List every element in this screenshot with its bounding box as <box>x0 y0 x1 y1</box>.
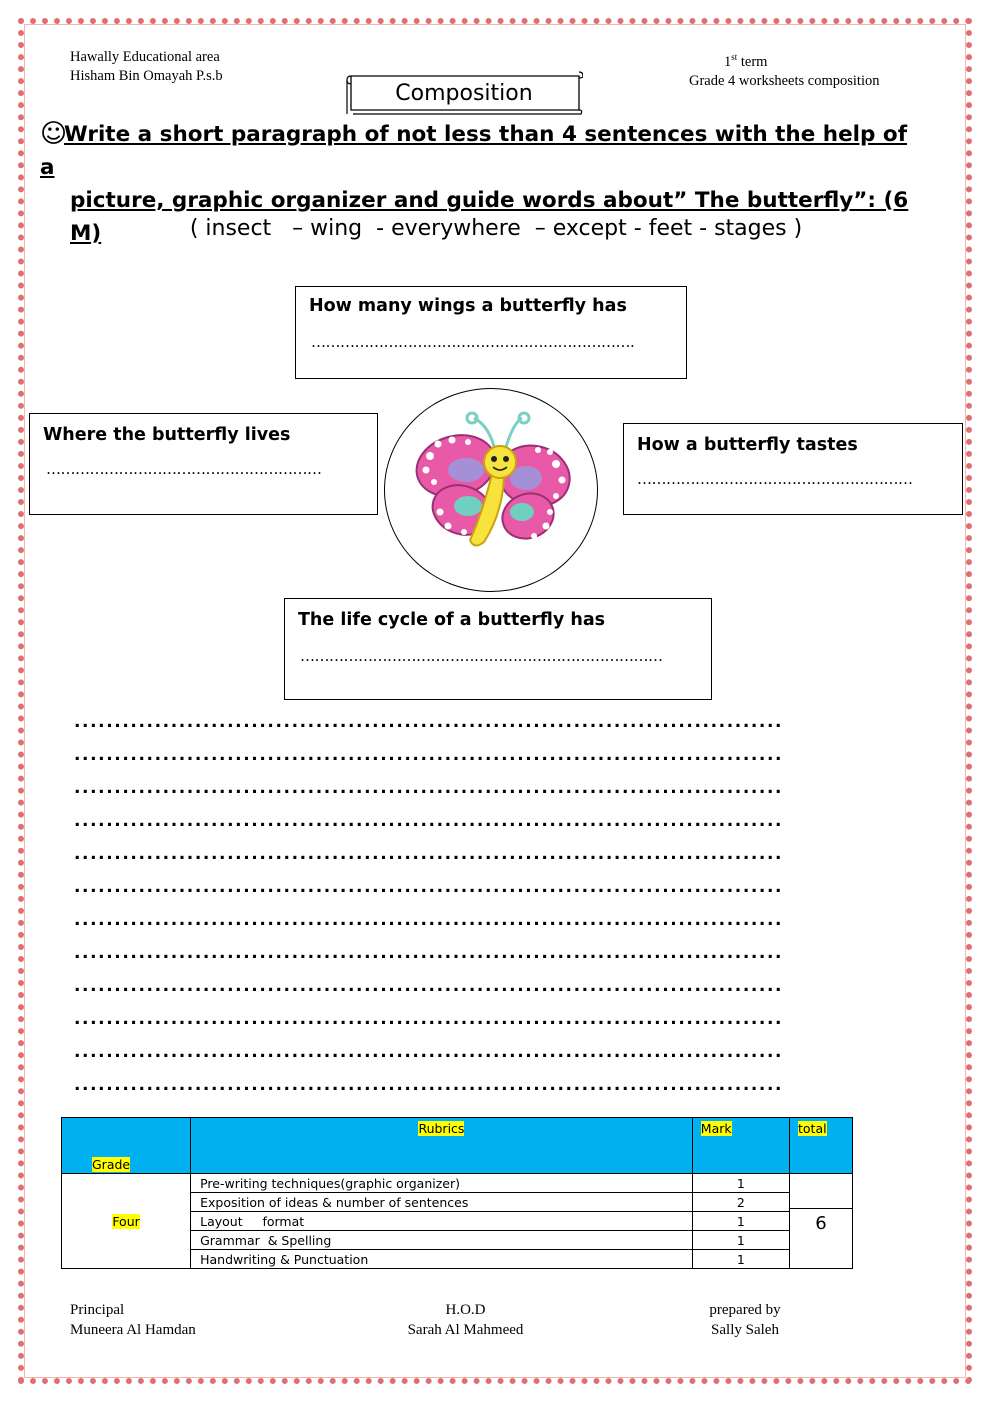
school-info <box>70 48 223 86</box>
butterfly-icon <box>404 404 576 556</box>
rubrics-header-cell <box>191 1118 693 1174</box>
writing-line[interactable]: ........................................................................................ <box>74 1009 784 1029</box>
instruction-line-1: Write a short paragraph of not less than 4 sentences with the help of a <box>40 122 908 180</box>
organizer-bottom-title: The life cycle of a butterfly has <box>298 610 606 630</box>
smiley-icon: ☺ <box>40 119 68 149</box>
writing-line[interactable]: ........................................................................................ <box>74 976 784 996</box>
table-row <box>62 1174 853 1193</box>
writing-line[interactable]: ........................................................................................ <box>74 844 784 864</box>
term-info <box>689 48 929 91</box>
total-cell <box>790 1174 853 1269</box>
term-line: 1st term <box>724 52 768 70</box>
mark-header-cell <box>692 1118 789 1174</box>
organizer-box-bottom <box>284 598 712 700</box>
writing-line[interactable]: ........................................................................................ <box>74 877 784 897</box>
organizer-right-title: How a butterfly tastes <box>637 435 858 455</box>
instruction-line-2: picture, graphic organizer and guide words about” The butterfly”: (6 M) <box>70 188 909 246</box>
rubric-mark: 1 <box>692 1231 789 1250</box>
writing-line[interactable]: ........................................................................................ <box>74 1075 784 1095</box>
organizer-left-answer-line[interactable]: ………………………………………………… <box>46 460 322 478</box>
rubric-mark: 1 <box>692 1250 789 1269</box>
rubric-mark: 2 <box>692 1193 789 1212</box>
total-header: total <box>798 1121 827 1136</box>
rubrics-header: Rubrics <box>418 1121 465 1136</box>
school-name: Hisham Bin Omayah P.s.b <box>70 68 223 84</box>
writing-line[interactable]: ........................................................................................ <box>74 778 784 798</box>
grade-header: Grade <box>92 1157 131 1172</box>
footer-principal <box>70 1300 196 1340</box>
organizer-box-top <box>295 286 687 379</box>
rubric-mark: 1 <box>692 1212 789 1231</box>
hod-name: Sarah Al Mahmeed <box>407 1322 524 1338</box>
rubric-mark: 1 <box>692 1174 789 1193</box>
education-area: Hawally Educational area <box>70 49 220 65</box>
rubric-label: Exposition of ideas & number of sentences <box>191 1193 693 1212</box>
total-header-cell <box>790 1118 853 1174</box>
organizer-left-title: Where the butterfly lives <box>43 425 291 445</box>
footer-hod <box>398 1300 533 1340</box>
organizer-top-answer-line[interactable]: …………………………………………………………. <box>311 333 635 351</box>
writing-line[interactable]: ........................................................................................ <box>74 811 784 831</box>
organizer-top-title: How many wings a butterfly has <box>309 296 627 316</box>
principal-name: Muneera Al Hamdan <box>70 1322 196 1338</box>
mark-header: Mark <box>700 1121 732 1136</box>
writing-line[interactable]: ........................................................................................ <box>74 712 784 732</box>
rubric-label: Handwriting & Punctuation <box>191 1250 693 1269</box>
rubric-label: Pre-writing techniques(graphic organizer) <box>191 1174 693 1193</box>
hod-label: H.O.D <box>445 1302 486 1318</box>
organizer-box-right <box>623 423 963 515</box>
writing-line[interactable]: ........................................................................................ <box>74 910 784 930</box>
principal-label: Principal <box>70 1302 125 1318</box>
grade-worksheet: Grade 4 worksheets composition <box>689 72 880 89</box>
organizer-right-answer-line[interactable]: ………………………………………………… <box>637 470 913 488</box>
rubric-label: Layout format <box>191 1212 693 1231</box>
organizer-box-left <box>29 413 378 515</box>
footer-prepared <box>700 1300 790 1340</box>
grade-header-cell <box>62 1118 191 1174</box>
grade-cell <box>62 1174 191 1269</box>
prepared-label: prepared by <box>709 1302 781 1318</box>
grade-value: Four <box>112 1213 140 1229</box>
rubric-table <box>61 1117 853 1269</box>
total-value: 6 <box>790 1208 852 1234</box>
page-title: Composition <box>395 81 533 106</box>
rubric-label: Grammar & Spelling <box>191 1231 693 1250</box>
guide-words: ( insect – wing - everywhere – except - feet - stages ) <box>189 216 803 241</box>
organizer-bottom-answer-line[interactable]: ………………………………………………………………… <box>300 647 663 665</box>
writing-line[interactable]: ........................................................................................ <box>74 1042 784 1062</box>
writing-line[interactable]: ........................................................................................ <box>74 943 784 963</box>
prepared-name: Sally Saleh <box>711 1322 779 1338</box>
writing-line[interactable]: ........................................................................................ <box>74 745 784 765</box>
